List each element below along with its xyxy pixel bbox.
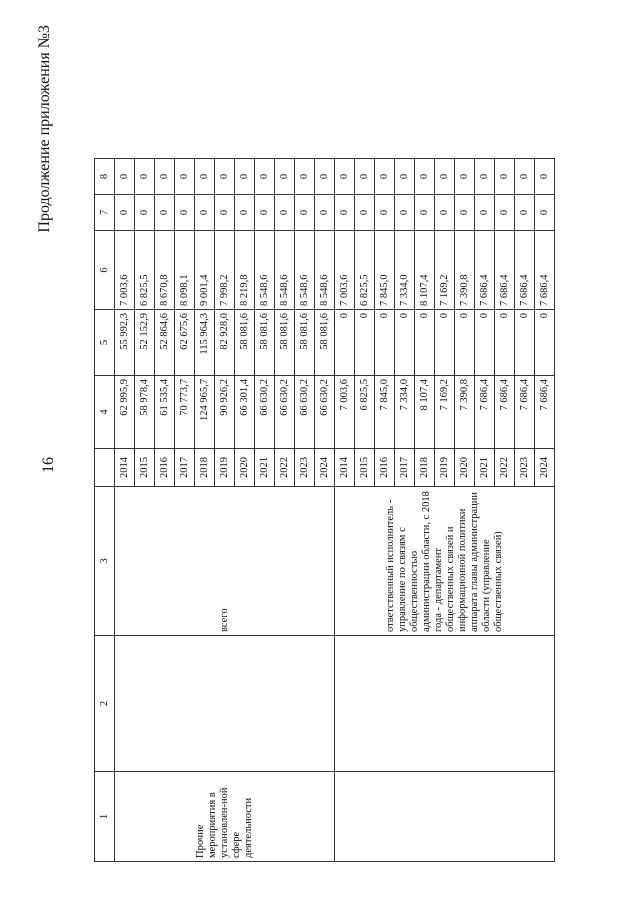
regional-cell: 8 670,8 — [155, 231, 175, 310]
federal-cell: 0 — [395, 310, 415, 376]
federal-cell: 0 — [375, 310, 395, 376]
year-cell: 2018 — [415, 449, 435, 487]
total-cell: 62 995,9 — [115, 376, 135, 449]
year-cell: 2024 — [535, 449, 555, 487]
total-cell: 7 003,6 — [335, 376, 355, 449]
year-cell: 2022 — [275, 449, 295, 487]
measure-name-cell: Прочие мероприятия в установлен-ной сфере деятельности — [115, 772, 335, 862]
other-cell: 0 — [115, 159, 135, 195]
local-cell: 0 — [215, 195, 235, 231]
year-cell: 2015 — [135, 449, 155, 487]
federal-cell: 58 081,6 — [315, 310, 335, 376]
header-cell: 1 — [95, 772, 115, 862]
other-cell: 0 — [175, 159, 195, 195]
regional-cell: 6 825,5 — [135, 231, 155, 310]
header-cell: 8 — [95, 159, 115, 195]
other-cell: 0 — [355, 159, 375, 195]
local-cell: 0 — [275, 195, 295, 231]
federal-cell: 115 964,3 — [195, 310, 215, 376]
executor-cell: ответственный исполнитель - управление по связям с общественностью администрации области, с 2018 года - департамент общественных связей и информационной политики аппарата главы администрации области (управление общественных связей) — [335, 487, 555, 636]
local-cell: 0 — [135, 195, 155, 231]
other-cell: 0 — [395, 159, 415, 195]
local-cell: 0 — [195, 195, 215, 231]
other-cell: 0 — [215, 159, 235, 195]
table-body — [95, 159, 555, 862]
federal-cell: 0 — [535, 310, 555, 376]
regional-cell: 8 219,8 — [235, 231, 255, 310]
local-cell: 0 — [455, 195, 475, 231]
total-cell: 70 773,7 — [175, 376, 195, 449]
total-cell: 61 535,4 — [155, 376, 175, 449]
regional-cell: 7 390,8 — [455, 231, 475, 310]
empty-cell — [335, 772, 555, 862]
regional-cell: 8 548,6 — [255, 231, 275, 310]
regional-cell: 8 548,6 — [295, 231, 315, 310]
regional-cell: 8 548,6 — [315, 231, 335, 310]
regional-cell: 7 686,4 — [475, 231, 495, 310]
empty-cell — [335, 636, 555, 772]
other-cell: 0 — [295, 159, 315, 195]
total-cell: 7 169,2 — [435, 376, 455, 449]
year-cell: 2014 — [115, 449, 135, 487]
federal-cell: 58 081,6 — [235, 310, 255, 376]
other-cell: 0 — [535, 159, 555, 195]
year-cell: 2015 — [355, 449, 375, 487]
local-cell: 0 — [175, 195, 195, 231]
header-row — [95, 159, 115, 862]
regional-cell: 6 825,5 — [355, 231, 375, 310]
year-cell: 2024 — [315, 449, 335, 487]
local-cell: 0 — [535, 195, 555, 231]
federal-cell: 0 — [335, 310, 355, 376]
year-cell: 2017 — [175, 449, 195, 487]
local-cell: 0 — [315, 195, 335, 231]
total-cell: 7 390,8 — [455, 376, 475, 449]
header-cell: 3 — [95, 487, 115, 636]
other-cell: 0 — [375, 159, 395, 195]
year-cell: 2023 — [515, 449, 535, 487]
federal-cell: 58 081,6 — [275, 310, 295, 376]
header-cell: 6 — [95, 231, 115, 310]
total-cell: 7 686,4 — [535, 376, 555, 449]
year-cell: 2023 — [295, 449, 315, 487]
year-cell: 2014 — [335, 449, 355, 487]
year-cell: 2016 — [155, 449, 175, 487]
year-cell: 2020 — [235, 449, 255, 487]
year-cell: 2017 — [395, 449, 415, 487]
regional-cell: 7 003,6 — [115, 231, 135, 310]
federal-cell: 82 928,0 — [215, 310, 235, 376]
local-cell: 0 — [255, 195, 275, 231]
local-cell: 0 — [115, 195, 135, 231]
header-cell: 5 — [95, 310, 115, 376]
local-cell: 0 — [475, 195, 495, 231]
total-cell: 66 630,2 — [275, 376, 295, 449]
other-cell: 0 — [495, 159, 515, 195]
year-cell: 2020 — [455, 449, 475, 487]
federal-cell: 0 — [455, 310, 475, 376]
federal-cell: 55 992,3 — [115, 310, 135, 376]
other-cell: 0 — [255, 159, 275, 195]
total-cell: 7 686,4 — [515, 376, 535, 449]
local-cell: 0 — [415, 195, 435, 231]
table-row — [115, 159, 135, 862]
local-cell: 0 — [375, 195, 395, 231]
total-cell: 7 686,4 — [495, 376, 515, 449]
other-cell: 0 — [315, 159, 335, 195]
federal-cell: 58 081,6 — [295, 310, 315, 376]
regional-cell: 7 003,6 — [335, 231, 355, 310]
regional-cell: 7 686,4 — [535, 231, 555, 310]
regional-cell: 7 845,0 — [375, 231, 395, 310]
table-row — [335, 159, 355, 862]
federal-cell: 0 — [355, 310, 375, 376]
regional-cell: 7 169,2 — [435, 231, 455, 310]
federal-cell: 0 — [415, 310, 435, 376]
total-cell: 58 978,4 — [135, 376, 155, 449]
other-cell: 0 — [515, 159, 535, 195]
local-cell: 0 — [335, 195, 355, 231]
header-cell: 4 — [95, 376, 115, 449]
regional-cell: 7 686,4 — [495, 231, 515, 310]
total-cell: 66 630,2 — [255, 376, 275, 449]
other-cell: 0 — [195, 159, 215, 195]
executor-cell: всего — [115, 487, 335, 636]
federal-cell: 0 — [435, 310, 455, 376]
year-cell: 2021 — [255, 449, 275, 487]
year-cell: 2021 — [475, 449, 495, 487]
page-number: 16 — [40, 457, 57, 473]
total-cell: 90 926,2 — [215, 376, 235, 449]
regional-cell: 7 334,0 — [395, 231, 415, 310]
other-cell: 0 — [335, 159, 355, 195]
total-cell: 124 965,7 — [195, 376, 215, 449]
other-cell: 0 — [415, 159, 435, 195]
year-cell: 2019 — [215, 449, 235, 487]
local-cell: 0 — [295, 195, 315, 231]
local-cell: 0 — [155, 195, 175, 231]
federal-cell: 52 864,6 — [155, 310, 175, 376]
header-cell — [95, 449, 115, 487]
total-cell: 6 825,5 — [355, 376, 375, 449]
other-cell: 0 — [455, 159, 475, 195]
local-cell: 0 — [235, 195, 255, 231]
total-cell: 7 845,0 — [375, 376, 395, 449]
total-cell: 66 630,2 — [295, 376, 315, 449]
other-cell: 0 — [475, 159, 495, 195]
total-cell: 66 301,4 — [235, 376, 255, 449]
other-cell: 0 — [275, 159, 295, 195]
total-cell: 7 334,0 — [395, 376, 415, 449]
local-cell: 0 — [355, 195, 375, 231]
federal-cell: 58 081,6 — [255, 310, 275, 376]
budget-table — [94, 158, 555, 862]
other-cell: 0 — [135, 159, 155, 195]
regional-cell: 7 998,2 — [215, 231, 235, 310]
other-cell: 0 — [155, 159, 175, 195]
regional-cell: 7 686,4 — [515, 231, 535, 310]
year-cell: 2018 — [195, 449, 215, 487]
federal-cell: 0 — [475, 310, 495, 376]
year-cell: 2016 — [375, 449, 395, 487]
other-cell: 0 — [435, 159, 455, 195]
local-cell: 0 — [495, 195, 515, 231]
other-cell: 0 — [235, 159, 255, 195]
total-cell: 66 630,2 — [315, 376, 335, 449]
regional-cell: 8 548,6 — [275, 231, 295, 310]
federal-cell: 62 675,6 — [175, 310, 195, 376]
regional-cell: 8 107,4 — [415, 231, 435, 310]
federal-cell: 0 — [495, 310, 515, 376]
header-cell: 7 — [95, 195, 115, 231]
year-cell: 2022 — [495, 449, 515, 487]
regional-cell: 9 001,4 — [195, 231, 215, 310]
total-cell: 8 107,4 — [415, 376, 435, 449]
regional-cell: 8 098,1 — [175, 231, 195, 310]
local-cell: 0 — [515, 195, 535, 231]
year-cell: 2019 — [435, 449, 455, 487]
header-cell: 2 — [95, 636, 115, 772]
federal-cell: 0 — [515, 310, 535, 376]
federal-cell: 52 152,9 — [135, 310, 155, 376]
local-cell: 0 — [395, 195, 415, 231]
total-cell: 7 686,4 — [475, 376, 495, 449]
page-title: Продолжение приложения №3 — [36, 25, 53, 233]
local-cell: 0 — [435, 195, 455, 231]
empty-cell — [115, 636, 335, 772]
